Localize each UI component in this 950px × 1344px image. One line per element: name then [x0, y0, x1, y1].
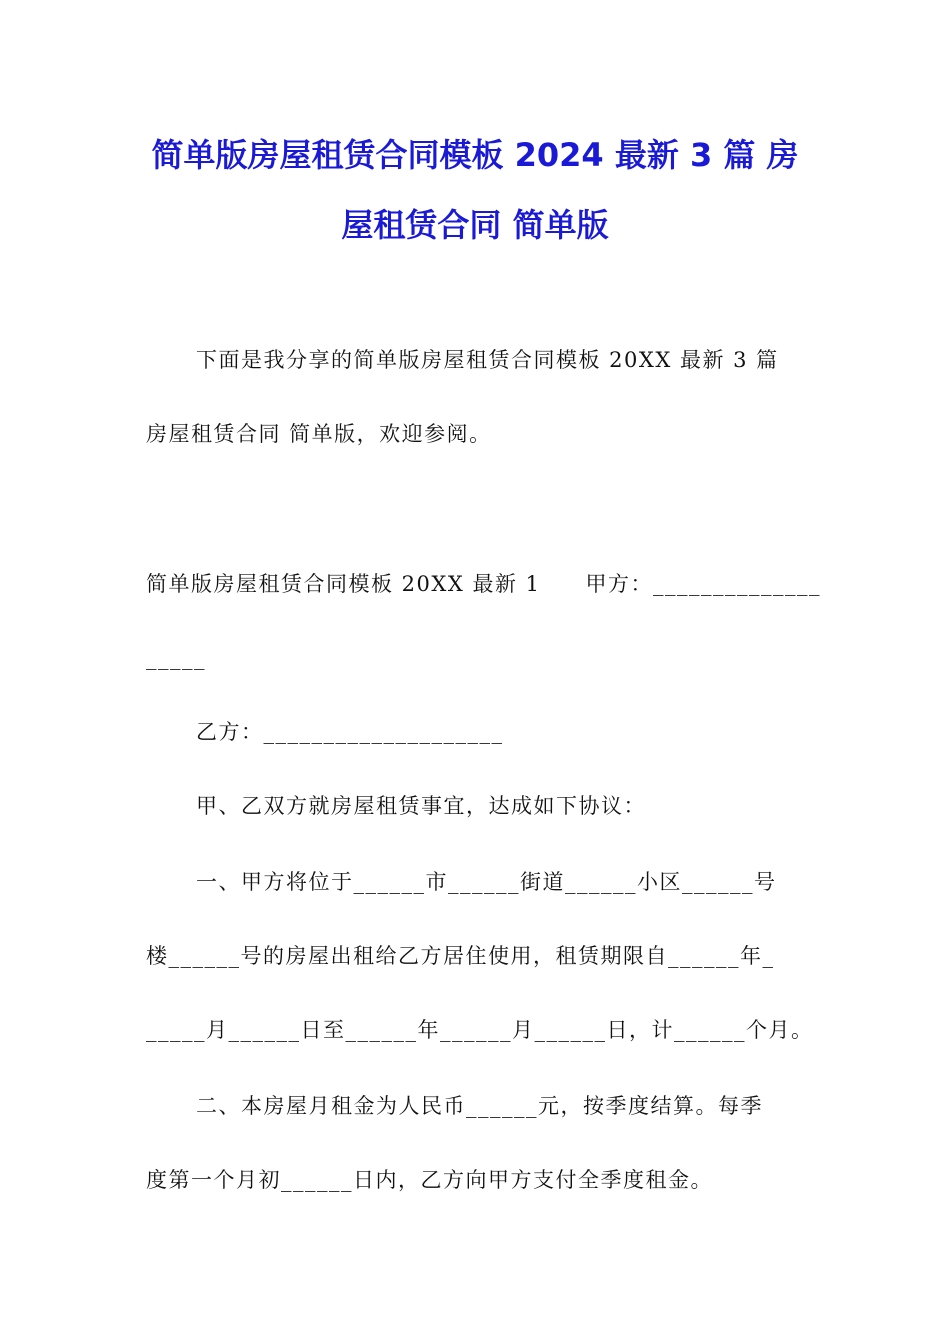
agreement-intro: 甲、乙双方就房屋租赁事宜，达成如下协议：	[196, 794, 646, 818]
intro-paragraph-line-2: 房屋租赁合同 简单版，欢迎参阅。	[146, 422, 492, 446]
clause-1-line-1: 一、甲方将位于______市______街道______小区______号	[196, 870, 777, 894]
document-title-line-1: 简单版房屋租赁合同模板 2024 最新 3 篇 房	[151, 136, 799, 174]
section-1-heading-line-1: 简单版房屋租赁合同模板 20XX 最新 1 甲方：______________	[146, 572, 822, 596]
clause-1-line-3: _____月______日至______年______月______日，计______个月。	[146, 1018, 814, 1042]
clause-2-line-2: 度第一个月初______日内，乙方向甲方支付全季度租金。	[146, 1168, 713, 1192]
party-b-line: 乙方：____________________	[196, 720, 504, 744]
clause-1-line-2: 楼______号的房屋出租给乙方居住使用，租赁期限自______年_	[146, 944, 775, 968]
document-title-line-2: 屋租赁合同 简单版	[341, 206, 609, 244]
intro-paragraph-line-1: 下面是我分享的简单版房屋租赁合同模板 20XX 最新 3 篇	[196, 348, 779, 372]
section-1-heading-line-2: _____	[146, 646, 206, 670]
clause-2-line-1: 二、本房屋月租金为人民币______元，按季度结算。每季	[196, 1094, 763, 1118]
